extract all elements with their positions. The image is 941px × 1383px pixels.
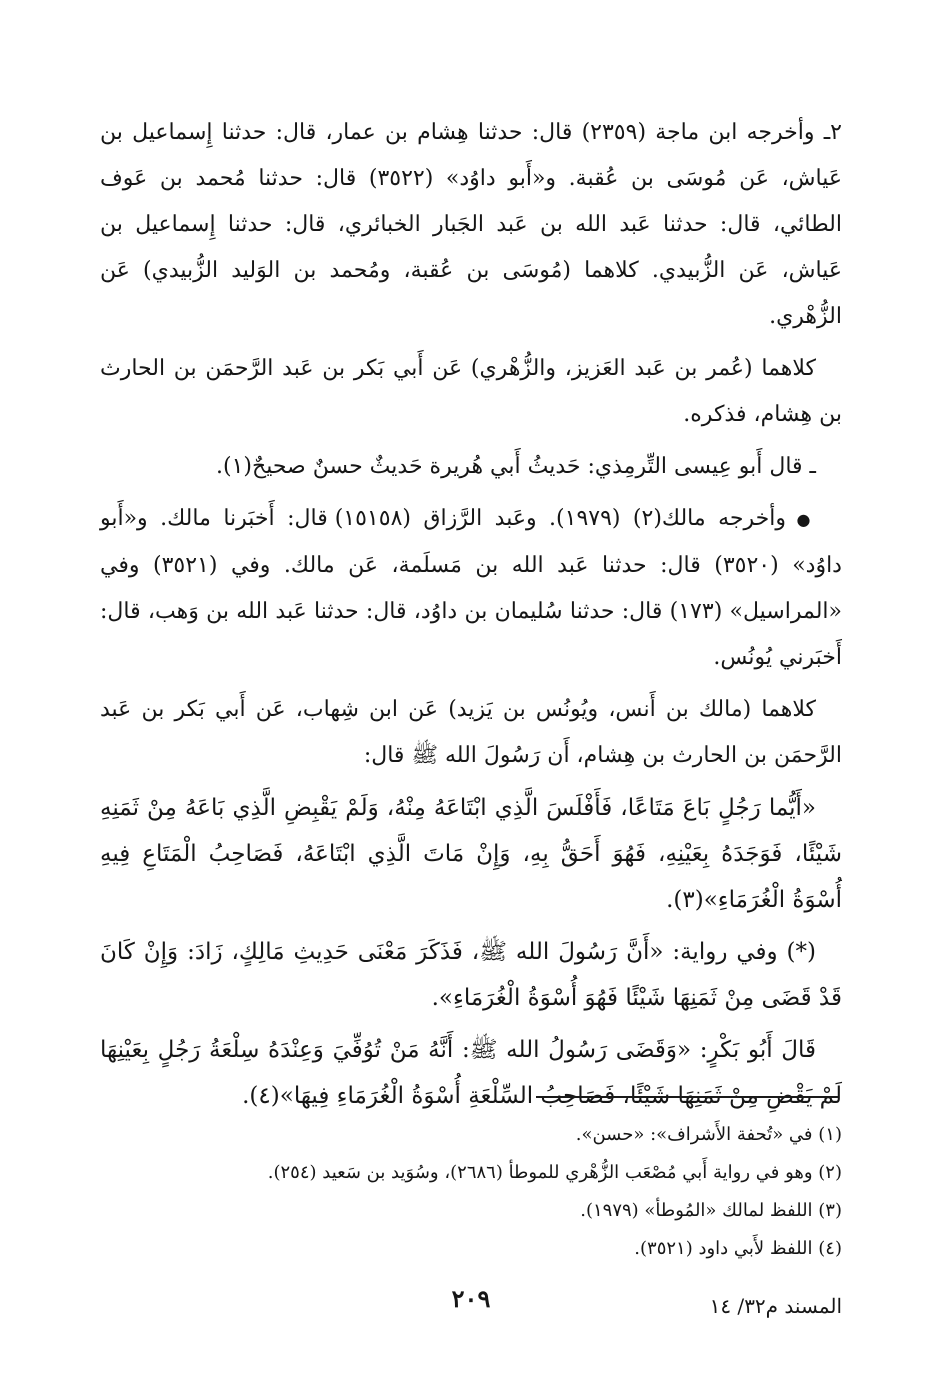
footnote-3: (٣) اللفظ لمالك «المُوطأ» (١٩٧٩). (580, 1200, 842, 1221)
volume-mark: المسند م٣٢/ ١٤ (709, 1294, 842, 1318)
paragraph-both-narrators: كلاهما (عُمر بن عَبد العَزيز، والزُّهْري) عَن أَبي بَكر بن عَبد الرَّحمَن بن الحارث بن هِشام، فذكره. (100, 356, 842, 427)
riwaya-variant: (*) وفي رواية: «أَنَّ رَسُولَ الله ﷺ، فَذَكَرَ مَعْنَى حَدِيثِ مَالِكٍ، زَادَ: وَإِنْ كَانَ قَدْ قَضَى مِنْ ثَمَنِهَا شَيْئًا فَهُوَ أُسْوَةُ الْغُرَمَاءِ». (100, 939, 842, 1011)
page-footer (100, 1284, 842, 1344)
paragraph-isnad-malik-yunus: كلاهما (مالك بن أَنس، ويُونُس بن يَزيد) عَن ابن شِهاب، عَن أَبي بَكر بن عَبد الرَّحمَن بن الحارث بن هِشام، أَن رَسُولَ الله ﷺ قال: (100, 697, 842, 768)
footnote-2: (٢) وهو في رواية أَبي مُصْعَب الزُّهْري للموطأ (٢٦٨٦)، وسُوَيد بن سَعيد (٢٥٤). (267, 1162, 842, 1183)
footnote-1: (١) في «تُحفة الأَشراف»: «حسن». (575, 1124, 842, 1145)
paragraph-takhrij-ibn-majah: ٢ـ وأخرجه ابن ماجة (٢٣٥٩) قال: حدثنا هِشام بن عمار، قال: حدثنا إِسماعيل بن عَياش، عَن مُوسَى بن عُقبة. و«أَبو داوُد» (٣٥٢٢) قال: حدثنا مُحمد بن عَوف الطائي، قال: حدثنا عَبد الله بن عَبد الجَبار الخبائري، قال: حدثنا إِسماعيل بن عَياش، عَن الزُّبيدي. كلاهما (مُوسَى بن عُقبة، ومُحمد بن الوَليد الزُّبيدي) عَن الزُّهْري. (100, 120, 843, 329)
hadith-text: «أَيُّما رَجُلٍ بَاعَ مَتَاعًا، فَأَفْلَسَ الَّذِي ابْتَاعَهُ مِنْهُ، وَلَمْ يَقْبِضِ الَّذِي بَاعَهُ مِنْ ثَمَنِهِ شَيْئًا، فَوَجَدَهُ بِعَيْنِهِ، فَهُوَ أَحَقُّ بِهِ، وَإِنْ مَاتَ الَّذِي ابْتَاعَهُ، فَصَاحِبُ الْمَتَاعِ فِيهِ أُسْوَةُ الْغُرَمَاءِ»(٣). (100, 795, 842, 913)
footnote-4: (٤) اللفظ لأَبي داود (٣٥٢١). (634, 1238, 842, 1259)
paragraph-tirmidhi-grading: ـ قال أَبو عِيسى التِّرمِذي: حَديثُ أَبي هُريرة حَديثٌ حسنٌ صحيحٌ(١). (216, 454, 816, 479)
abu-bakr-saying: قَالَ أَبُو بَكْرٍ: «وَقَضَى رَسُولُ الله ﷺ: أَنَّهُ مَنْ تُوُفِّيَ وَعِنْدَهُ سِلْعَةُ رَجُلٍ بِعَيْنِهَا لَمْ يَقْضِ مِنْ ثَمَنِهَا شَيْئًا، فَصَاحِبُ السِّلْعَةِ أُسْوَةُ الْغُرَمَاءِ فِيهَا»(٤). (100, 1037, 842, 1109)
main-text (100, 110, 842, 1125)
footnote-divider (536, 1096, 838, 1098)
page-number: ٢٠٩ (451, 1284, 491, 1313)
footnotes (100, 1116, 842, 1268)
paragraph-takhrij-malik: ● وأخرجه مالك(٢) (١٩٧٩). وعَبد الرَّزاق (١٥١٥٨) قال: أَخبَرنا مالك. و«أَبو داوُد» (٣٥٢٠) قال: حدثنا عَبد الله بن مَسلَمة، عَن مالك. وفي (٣٥٢١) وفي «المراسيل» (١٧٣) قال: حدثنا سُليمان بن داوُد، قال: حدثنا عَبد الله بن وَهب، قال: أَخبَرني يُونُس. (100, 496, 842, 681)
